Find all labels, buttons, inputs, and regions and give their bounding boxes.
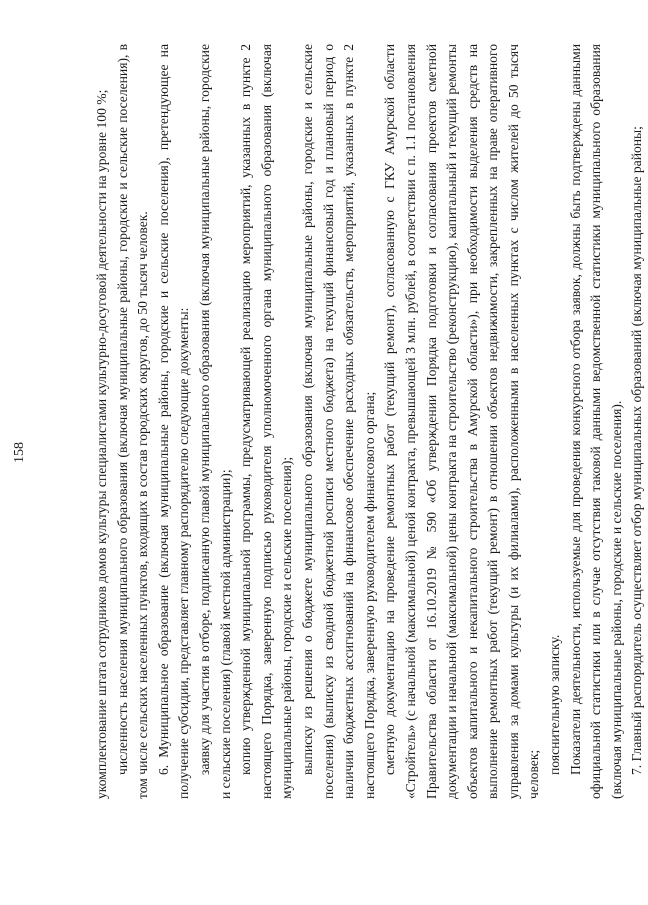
paragraph-item-7: 7. Главный распорядитель осуществляет отбор муниципальных образований (включая муниципальные районы; — [629, 126, 645, 775]
paragraph-item-6: 6. Муниципальное образование (включая муниципальные районы, городские и сельские поселения), претендующее на получение субсидии, представляет главному распорядителю следующие документы: — [155, 44, 192, 799]
document-body — [92, 44, 648, 799]
paragraph-program-copy: копию утвержденной муниципальной программы, предусматривающей реализацию мероприятий, указанных в пункте 2 настоящего Порядка, заверенную подписью руководителя уполномоченного органа муниципального образования (включая муниципальные районы, городские и сельские поселения); — [238, 44, 295, 799]
paragraph-staffing: укомплектование штата сотрудников домов культуры специалистами культурно-досуговой деятельности на уровне 100 %; — [94, 89, 109, 799]
paragraph-explanatory-note: пояснительную записку. — [547, 634, 563, 775]
paragraph-estimate: сметную документацию на проведение ремонтных работ (текущий ремонт), согласованную с ГКУ Амурской области «Стройтель» (с начальной (максимальной) ценой контракта, превышающей 3 млн. рублей, в соответствии с п. 1.1 постановления Правительства области от 16.10.2019 № 590 «Об утверждении Порядка подготовки и согласования проектов сметной документации и начальной (максимальной) цены контракта на строительство (реконструкцию), капитальный и текущий ремонты объектов капитального и некапитального строительства в Амурской области»), при необходимости выделения средств на выполнение ремонтных работ (текущий ремонт) в отношении объектов недвижимости, закрепленных на праве оперативного управления за домами культуры (и их филиалами), расположенными в населенных пунктах с числом жителей до 50 тысяч человек; — [382, 44, 542, 799]
page-number: 158 — [12, 442, 27, 463]
paragraph-application: заявку для участия в отборе, подписанную главой муниципального образования (включая муниципальные районы, городские и сельские поселения) (главой местной администрации); — [196, 44, 233, 799]
paragraph-population: численность населения муниципального образования (включая муниципальные районы, городские и сельские поселения), в том числе сельских населенных пунктов, входящих в состав городских округов, до 50 тысяч человек. — [114, 44, 151, 799]
paragraph-indicators: Показатели деятельности, используемые для проведения конкурсного отбора заявок, должны быть подтверждены данными официальной статистики или в случае отсутствия таковой данными ведомственной статистики муниципального образования (включая муниципальные районы, городские и сельские поселения). — [567, 44, 624, 799]
paragraph-budget-extract: выписку из решения о бюджете муниципального образования (включая муниципальные районы, городские и сельские поселения) (выписку из сводной бюджетной росписи местного бюджета) на текущий финансовый год и плановый период о наличии бюджетных ассигнований на финансовое обеспечение расходных обязательств, мероприятий, указанных в пункте 2 настоящего Порядка, заверенную руководителем финансового органа; — [299, 44, 377, 799]
